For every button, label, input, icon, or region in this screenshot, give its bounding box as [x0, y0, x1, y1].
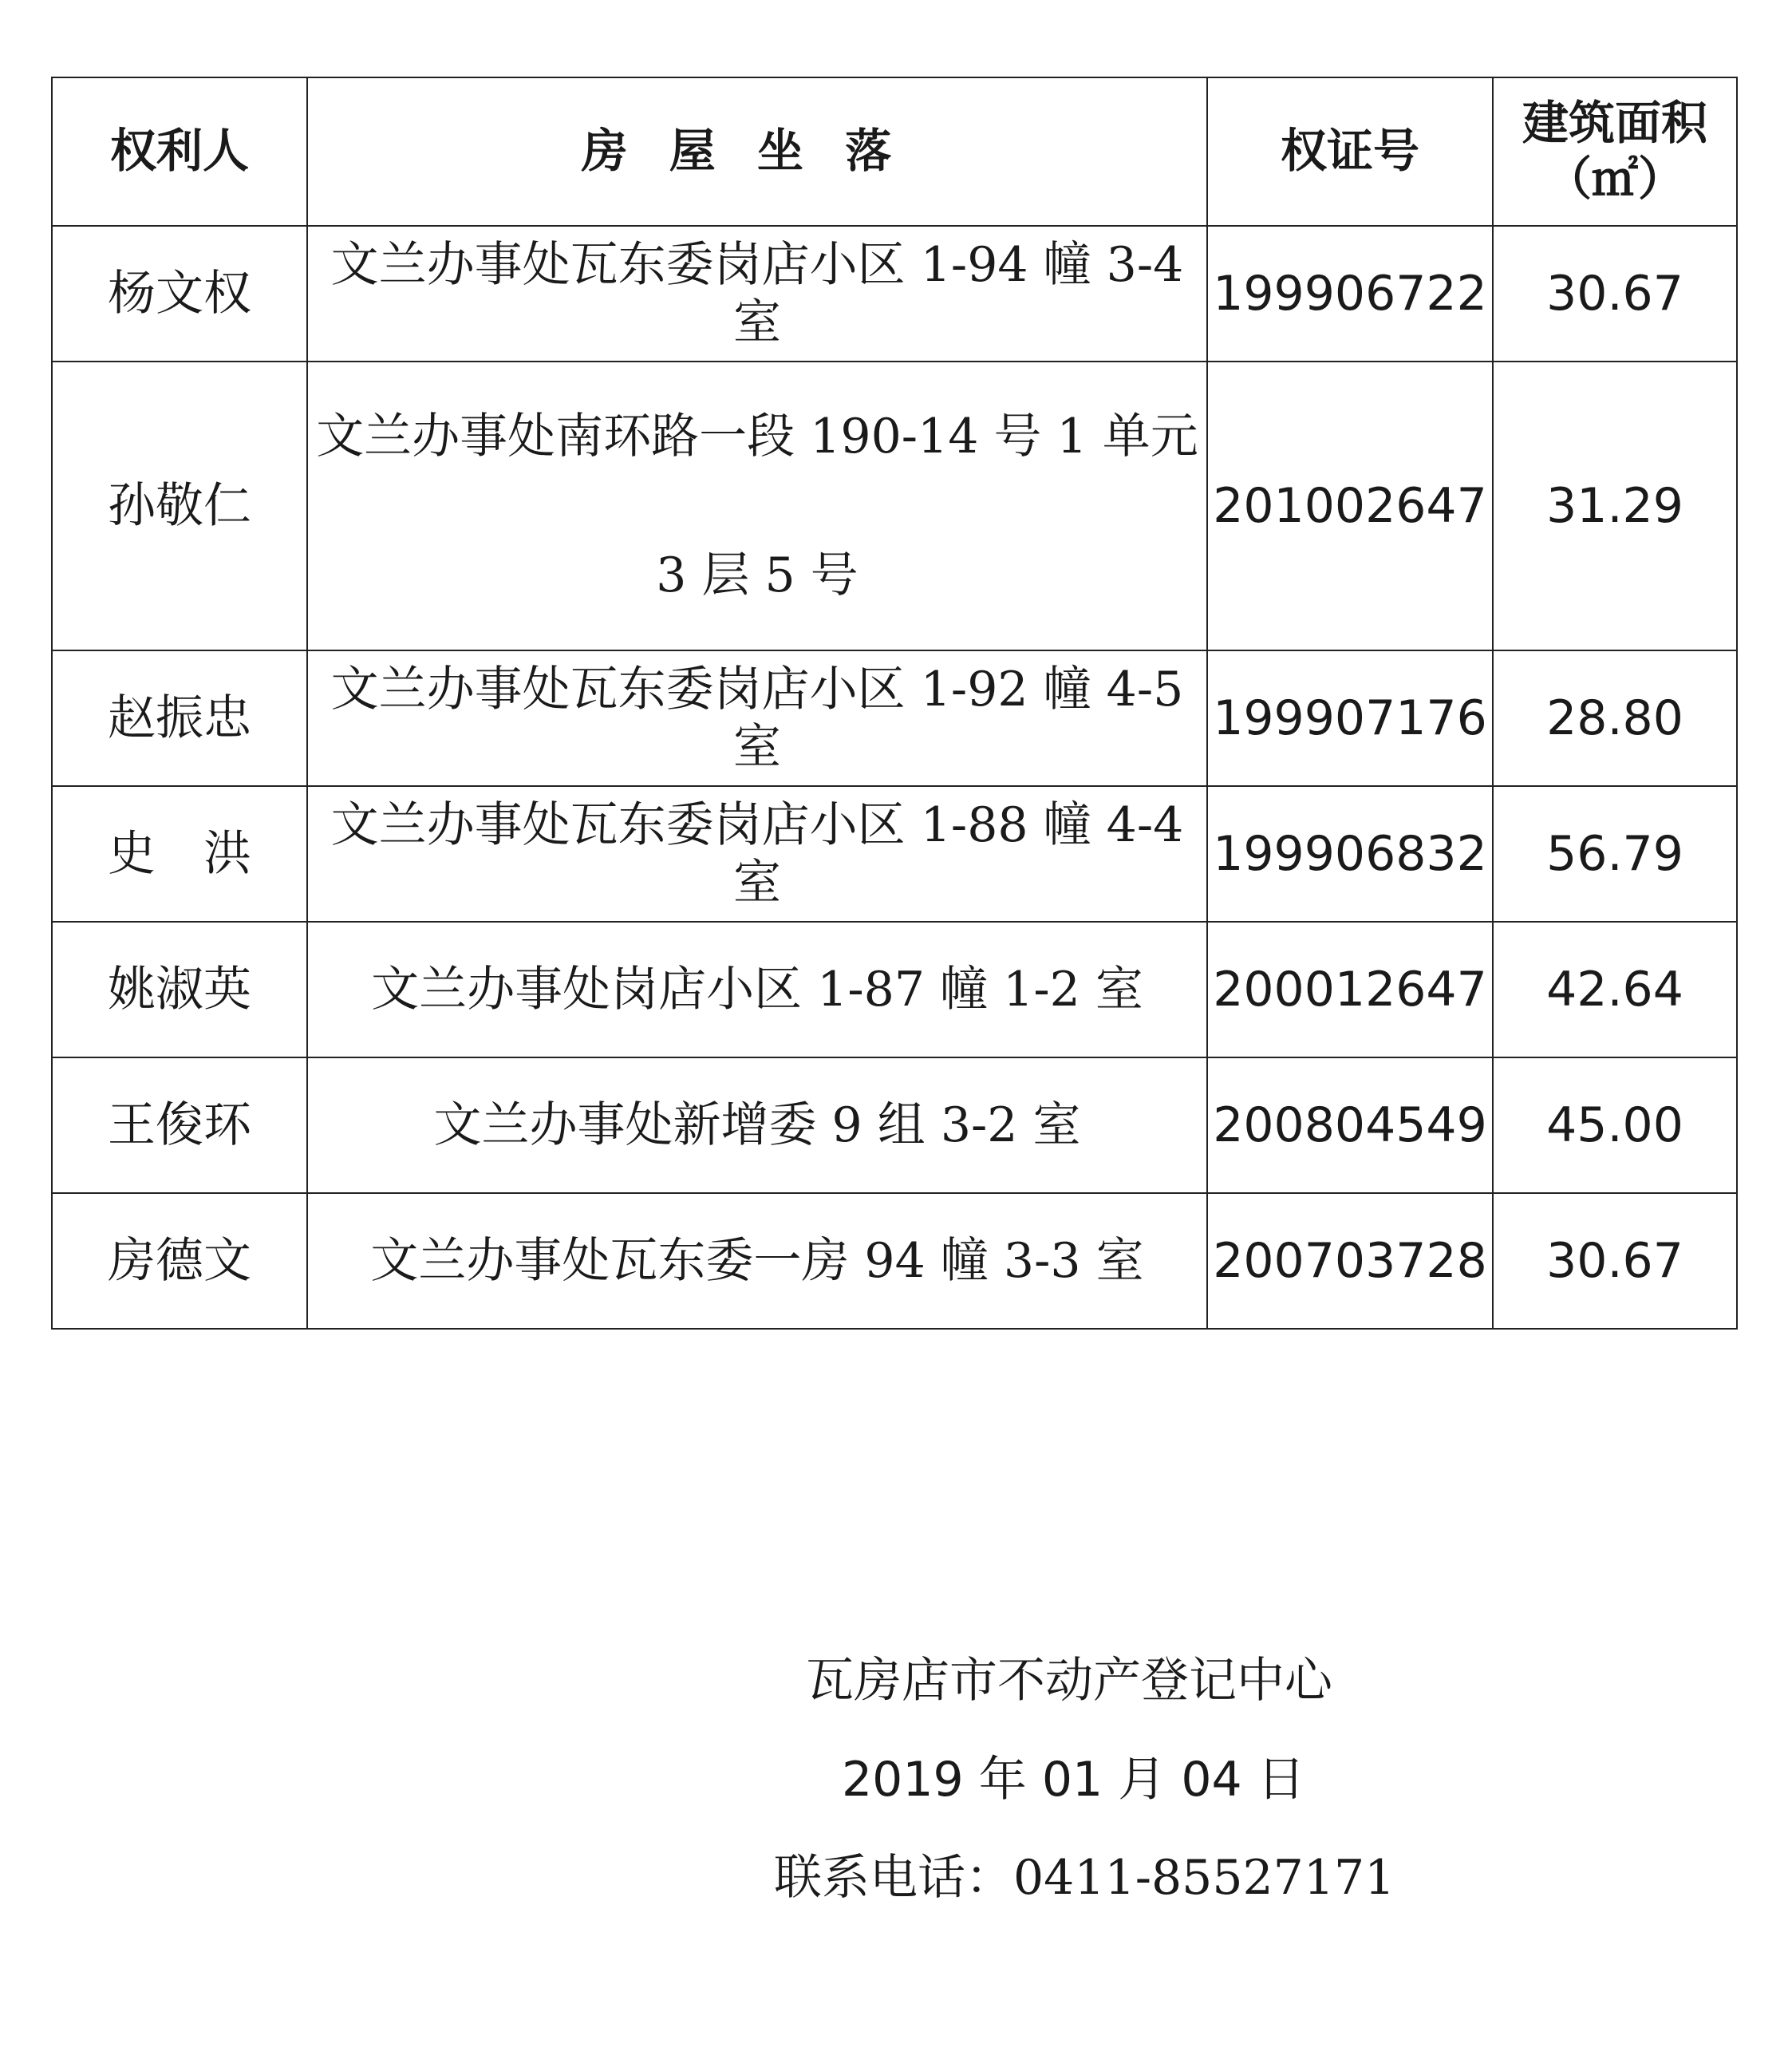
- cert-no-cell: 199907176: [1207, 650, 1493, 786]
- header-area-title: 建筑面积: [1522, 96, 1707, 151]
- owner-name: 孙敬仁: [108, 478, 251, 534]
- issue-date: 2019 年 01 月 04 日: [842, 1752, 1305, 1808]
- location-cell: 文兰办事处新增委 9 组 3-2 室: [307, 1057, 1207, 1193]
- location-cell: 文兰办事处瓦东委岗店小区 1-94 幢 3-4 室: [307, 226, 1207, 362]
- header-location: 房屋坐落: [307, 77, 1207, 226]
- owner-name: 赵振忠: [108, 690, 251, 746]
- header-area-unit: （㎡）: [1545, 152, 1684, 206]
- owner-cell: [52, 786, 307, 922]
- area-cell: 56.79: [1493, 786, 1737, 922]
- table-row: [52, 650, 1737, 786]
- location-cell: 文兰办事处瓦东委岗店小区 1-92 幢 4-5 室: [307, 650, 1207, 786]
- cert-no-cell: 199906832: [1207, 786, 1493, 922]
- cert-no-cell: 200703728: [1207, 1193, 1493, 1329]
- location-cell: 文兰办事处瓦东委一房 94 幢 3-3 室: [307, 1193, 1207, 1329]
- owner-name: 杨文权: [108, 266, 251, 322]
- header-area: [1493, 77, 1737, 226]
- issuing-organization: 瓦房店市不动产登记中心: [806, 1653, 1332, 1709]
- owner-name: 姚淑英: [108, 962, 251, 1018]
- cert-no-cell: 200804549: [1207, 1057, 1493, 1193]
- area-cell: 45.00: [1493, 1057, 1737, 1193]
- cert-no-cell: 201002647: [1207, 362, 1493, 650]
- owner-cell: [52, 1193, 307, 1329]
- location-cell: 文兰办事处瓦东委岗店小区 1-88 幢 4-4 室: [307, 786, 1207, 922]
- table-row: [52, 786, 1737, 922]
- table-row: [52, 226, 1737, 362]
- table-row: [52, 1193, 1737, 1329]
- table-row: [52, 1057, 1737, 1193]
- area-cell: 30.67: [1493, 1193, 1737, 1329]
- table-row: [52, 362, 1737, 650]
- owner-cell: [52, 362, 307, 650]
- header-cert-no: 权证号: [1207, 77, 1493, 226]
- area-cell: 30.67: [1493, 226, 1737, 362]
- owner-cell: [52, 922, 307, 1057]
- header-owner: 权利人: [52, 77, 307, 226]
- table-row: [52, 922, 1737, 1057]
- owner-cell: [52, 226, 307, 362]
- contact-phone: 联系电话：0411-85527171: [774, 1850, 1395, 1906]
- location-cell: 文兰办事处岗店小区 1-87 幢 1-2 室: [307, 922, 1207, 1057]
- owner-name: 史 洪: [108, 826, 251, 882]
- owner-cell: [52, 1057, 307, 1193]
- location-cell: 文兰办事处南环路一段 190-14 号 1 单元 3 层 5 号: [307, 362, 1207, 650]
- cert-no-cell: 200012647: [1207, 922, 1493, 1057]
- area-cell: 31.29: [1493, 362, 1737, 650]
- property-registry-table: [51, 77, 1738, 1330]
- owner-name: 房德文: [108, 1233, 251, 1289]
- owner-cell: [52, 650, 307, 786]
- area-cell: 42.64: [1493, 922, 1737, 1057]
- owner-name: 王俊环: [108, 1097, 251, 1153]
- area-cell: 28.80: [1493, 650, 1737, 786]
- cert-no-cell: 199906722: [1207, 226, 1493, 362]
- table-header-row: [52, 77, 1737, 226]
